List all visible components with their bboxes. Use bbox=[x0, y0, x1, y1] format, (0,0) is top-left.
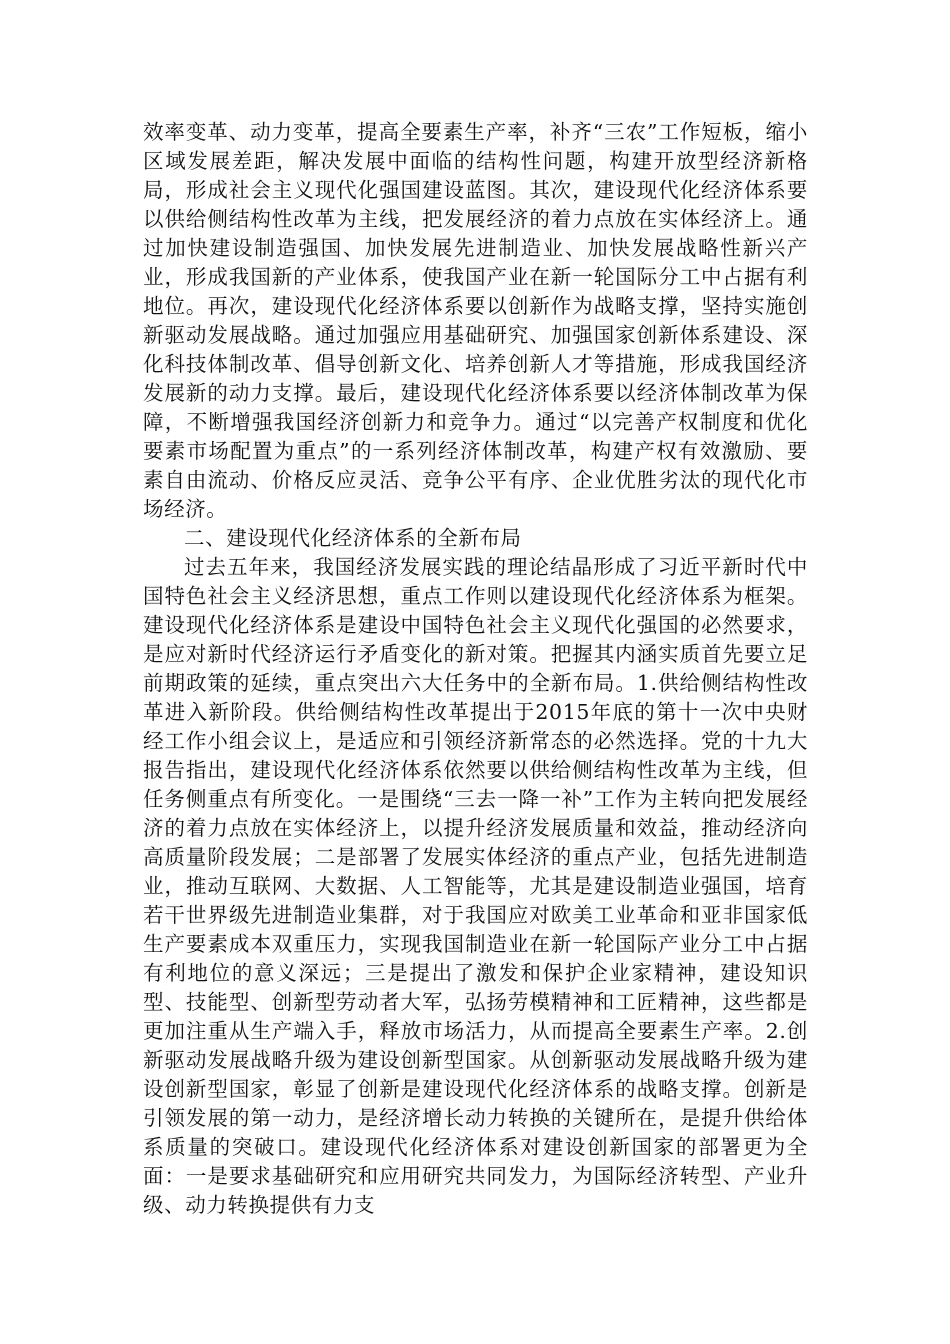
section-heading: 二、建设现代化经济体系的全新布局 bbox=[184, 526, 522, 550]
body-paragraph-1: 效率变革、动力变革，提高全要素生产率，补齐“三农”工作短板，缩小区域发展差距，解决发展中面临的结构性问题，构建开放型经济新格局，形成社会主义现代化强国建设蓝图。其次，建设现代化经济体系要以供给侧结构性改革为主线，把发展经济的着力点放在实体经济上。通过加快建设制造强国、加快发展先进制造业、加快发展战略性新兴产业，形成我国新的产业体系，使我国产业在新一轮国际分工中占据有利地位。再次，建设现代化经济体系要以创新作为战略支撑，坚持实施创新驱动发展战略。通过加强应用基础研究、加强国家创新体系建设、深化科技体制改革、倡导创新文化、培养创新人才等措施，形成我国经济发展新的动力支撑。最后，建设现代化经济体系要以经济体制改革为保障，不断增强我国经济创新力和竞争力。通过“以完善产权制度和优化要素市场配置为重点”的一系列经济体制改革，构建产权有效激励、要素自由流动、价格反应灵活、竞争公平有序、企业优胜劣汰的现代化市场经济。 bbox=[143, 120, 808, 521]
document-page bbox=[143, 118, 808, 1220]
body-paragraph-2: 过去五年来，我国经济发展实践的理论结晶形成了习近平新时代中国特色社会主义经济思想，重点工作则以建设现代化经济体系为框架。建设现代化经济体系是建设中国特色社会主义现代化强国的必然要求，是应对新时代经济运行矛盾变化的新对策。把握其内涵实质首先要立足前期政策的延续，重点突出六大任务中的全新布局。1.供给侧结构性改革进入新阶段。供给侧结构性改革提出于2015年底的第十一次中央财经工作小组会议上，是适应和引领经济新常态的必然选择。党的十九大报告指出，建设现代化经济体系依然要以供给侧结构性改革为主线，但任务侧重点有所变化。一是围绕“三去一降一补”工作为主转向把发展经济的着力点放在实体经济上，以提升经济发展质量和效益，推动经济向高质量阶段发展；二是部署了发展实体经济的重点产业，包括先进制造业，推动互联网、大数据、人工智能等，尤其是建设制造业强国，培育若干世界级先进制造业集群，对于我国应对欧美工业革命和亚非国家低生产要素成本双重压力，实现我国制造业在新一轮国际产业分工中占据有利地位的意义深远；三是提出了激发和保护企业家精神，建设知识型、技能型、创新型劳动者大军，弘扬劳模精神和工匠精神，这些都是更加注重从生产端入手，释放市场活力，从而提高全要素生产率。2.创新驱动发展战略升级为建设创新型国家。从创新驱动发展战略升级为建设创新型国家，彰显了创新是建设现代化经济体系的战略支撑。创新是引领发展的第一动力，是经济增长动力转换的关键所在，是提升供给体系质量的突破口。建设现代化经济体系对建设创新国家的部署更为全面：一是要求基础研究和应用研究共同发力，为国际经济转型、产业升级、动力转换提供有力支 bbox=[143, 555, 808, 1217]
